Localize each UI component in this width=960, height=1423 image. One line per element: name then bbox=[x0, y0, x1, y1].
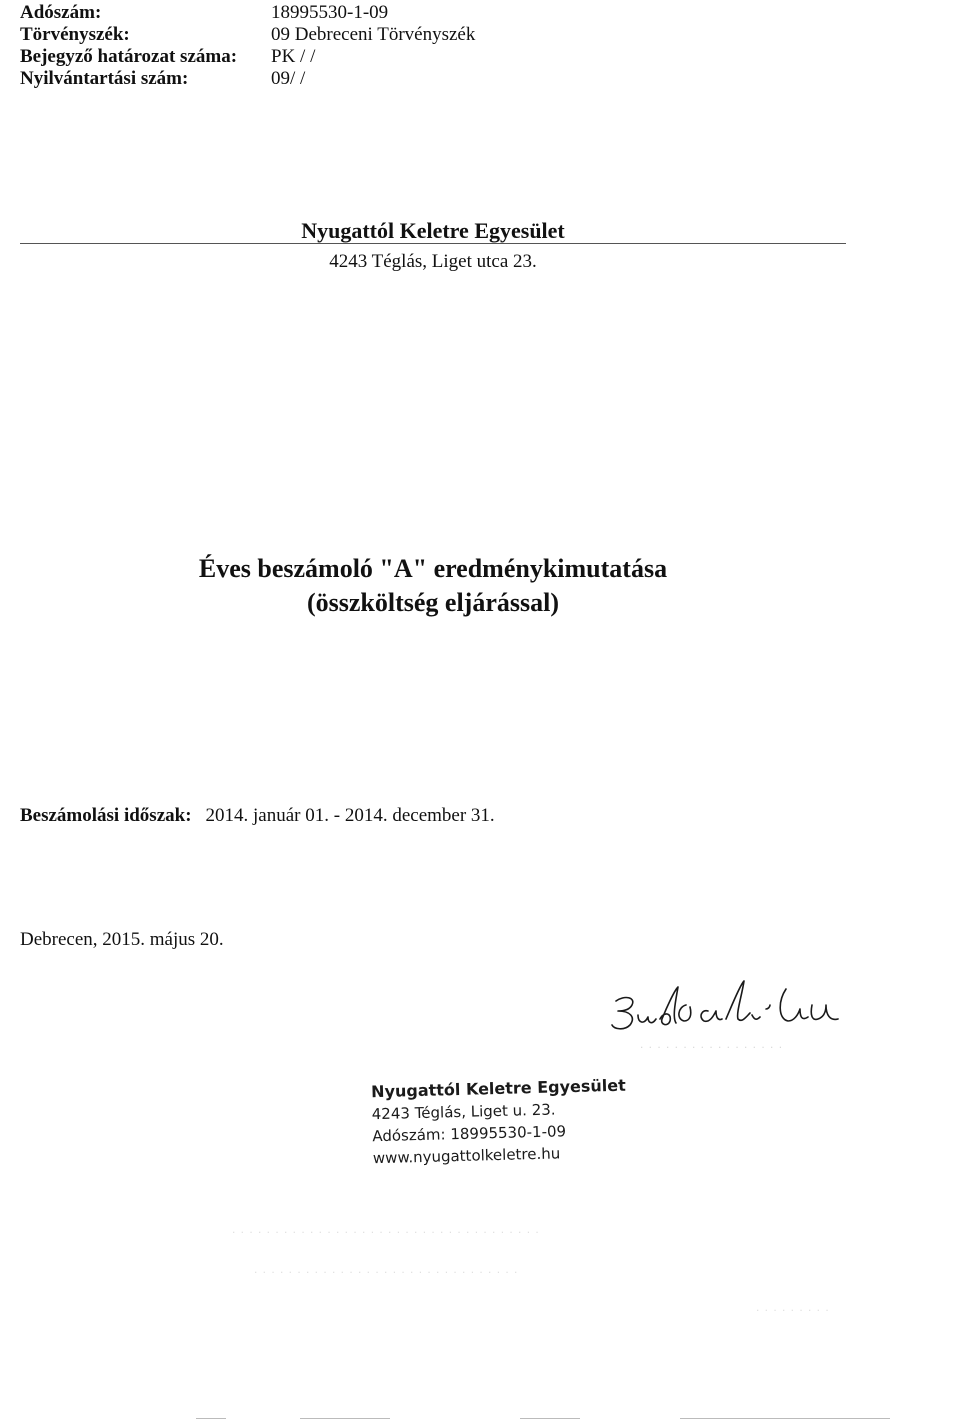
signature-stroke bbox=[612, 998, 633, 1029]
header-value: 09 Debreceni Törvényszék bbox=[271, 24, 476, 45]
place-and-date: Debrecen, 2015. május 20. bbox=[20, 929, 224, 950]
reporting-period-label: Beszámolási időszak: bbox=[20, 805, 192, 826]
bleed-through-text: . . . . . . . . . bbox=[756, 1300, 830, 1314]
scan-edge-mark bbox=[520, 1418, 580, 1419]
reporting-period bbox=[20, 804, 495, 828]
organization-name: Nyugattól Keletre Egyesület bbox=[301, 218, 565, 243]
signature-stroke bbox=[679, 1005, 691, 1021]
organization-divider bbox=[20, 243, 846, 244]
organization-stamp bbox=[370, 1075, 626, 1170]
handwritten-signature bbox=[580, 975, 850, 1045]
stamp-name: Nyugattól Keletre Egyesület bbox=[370, 1075, 626, 1102]
header-label: Bejegyző határozat száma: bbox=[20, 46, 238, 67]
signature-stroke bbox=[726, 981, 750, 1020]
stamp-website: www.nyugattolkeletre.hu bbox=[372, 1144, 561, 1168]
bleed-through-text: . . . . . . . . . . . . . . . . . . . . . . . . . . . . . . . bbox=[254, 1262, 519, 1276]
stamp-address: 4243 Téglás, Liget u. 23. bbox=[371, 1100, 556, 1124]
reporting-period-value: 2014. január 01. - 2014. december 31. bbox=[205, 805, 495, 826]
header-value: 18995530-1-09 bbox=[271, 2, 389, 23]
signature-stroke bbox=[638, 1015, 656, 1023]
signature-stroke bbox=[752, 1015, 760, 1019]
signature-stroke bbox=[780, 989, 808, 1021]
header-label: Adószám: bbox=[20, 2, 102, 23]
scan-edge-mark bbox=[196, 1418, 226, 1419]
bleed-through-text: . . . . . . . . . . . . . . . . . . . . . . . . . . . . . . . . . . . . bbox=[232, 1222, 540, 1236]
signature-stroke bbox=[811, 1005, 838, 1019]
header-value: 09/ / bbox=[271, 68, 306, 89]
header-value: PK / / bbox=[271, 46, 316, 67]
scan-edge-mark bbox=[680, 1418, 890, 1419]
signature-caption-faded: . . . . . . . . . . . . . . . . . bbox=[640, 1037, 784, 1051]
organization-address: 4243 Téglás, Liget utca 23. bbox=[329, 251, 537, 272]
document-title: Éves beszámoló "A" eredménykimutatása bbox=[198, 554, 668, 583]
signature-stroke bbox=[701, 1011, 722, 1022]
signature-stroke bbox=[766, 1005, 770, 1009]
scan-edge-mark bbox=[300, 1418, 390, 1419]
header-label: Törvényszék: bbox=[20, 24, 130, 45]
header-label: Nyilvántartási szám: bbox=[20, 68, 189, 89]
document-subtitle: (összköltség eljárással) bbox=[306, 588, 559, 617]
stamp-tax-id: Adószám: 18995530-1-09 bbox=[372, 1122, 567, 1146]
signature-stroke bbox=[660, 987, 678, 1025]
